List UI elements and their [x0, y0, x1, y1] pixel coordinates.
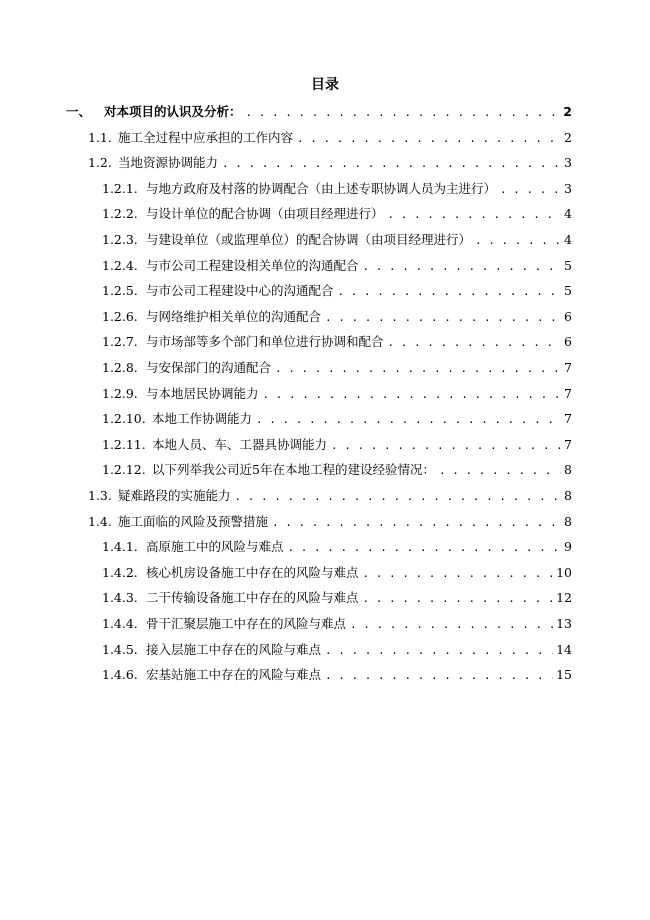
toc-entry-title: 接入层施工中存在的风险与难点	[146, 641, 322, 657]
toc-dot-leader	[246, 104, 561, 122]
toc-entry-number: 1.2.1.	[102, 180, 138, 196]
toc-entry-page-number: 4	[564, 206, 572, 222]
toc-entry-title: 本地人员、车、工器具协调能力	[152, 436, 328, 452]
toc-entry-title: 对本项目的认识及分析：	[104, 104, 242, 119]
toc-entry-number: 1.4.5.	[102, 641, 138, 657]
toc-entry[interactable]	[102, 461, 572, 479]
toc-entry-number: 1.4.4.	[102, 616, 138, 631]
toc-entry-number: 1.4.2.	[102, 564, 138, 580]
toc-entry-title: 本地工作协调能力	[152, 411, 253, 427]
toc-entry[interactable]	[88, 487, 572, 505]
toc-entry-page-number: 8	[564, 462, 572, 478]
toc-entry[interactable]	[102, 205, 572, 223]
toc-entry-number: 1.2.9.	[102, 385, 138, 401]
toc-dot-leader	[439, 462, 561, 480]
toc-entry-number: 1.2.4.	[102, 257, 138, 273]
toc-dot-leader	[338, 283, 561, 301]
toc-entry[interactable]	[102, 564, 572, 582]
toc-dot-leader	[235, 488, 561, 506]
toc-entry[interactable]	[102, 641, 572, 659]
toc-entry-number: 1.2.3.	[102, 232, 138, 247]
toc-entry-number: 1.2.10.	[102, 411, 146, 427]
toc-entry-title: 与市公司工程建设相关单位的沟通配合	[146, 257, 359, 273]
toc-entry-number: 1.2.7.	[102, 334, 138, 350]
toc-entry-title: 与安保部门的沟通配合	[146, 360, 272, 375]
toc-entry-page-number: 5	[564, 257, 572, 273]
toc-entry[interactable]	[102, 410, 572, 428]
toc-entry-title: 与市场部等多个部门和单位进行协调和配合	[146, 334, 384, 350]
toc-dot-leader	[331, 437, 561, 455]
toc-entry-page-number: 2	[564, 129, 572, 145]
toc-entry[interactable]	[88, 513, 572, 531]
toc-entry[interactable]	[102, 666, 572, 684]
toc-entry-page-number: 8	[564, 488, 572, 503]
toc-entry-title: 宏基站施工中存在的风险与难点	[146, 667, 322, 683]
toc-entry[interactable]	[102, 231, 572, 249]
toc-entry-page-number: 15	[556, 667, 572, 683]
toc-entry-title: 核心机房设备施工中存在的风险与难点	[146, 564, 359, 580]
toc-dot-leader	[350, 616, 553, 634]
toc-dot-leader	[256, 411, 561, 429]
toc-entry-number: 1.2.	[88, 155, 112, 171]
toc-entry-number: 1.2.11.	[102, 436, 146, 452]
toc-dot-leader	[297, 130, 561, 148]
toc-dot-leader	[325, 667, 553, 685]
toc-entry-title: 当地资源协调能力	[118, 155, 219, 171]
toc-dot-leader	[275, 360, 561, 378]
toc-dot-leader	[272, 514, 561, 532]
toc-entry[interactable]	[102, 436, 572, 454]
toc-dot-leader	[500, 181, 561, 199]
toc-entry[interactable]	[88, 129, 572, 147]
toc-entry-page-number: 6	[564, 308, 572, 324]
toc-entry-number: 一、	[66, 104, 92, 119]
toc-entry-number: 1.2.12.	[102, 462, 146, 478]
toc-entry[interactable]	[102, 589, 572, 607]
toc-entry-title: 疑难路段的实施能力	[118, 488, 231, 503]
toc-entry-page-number: 7	[564, 360, 572, 375]
toc-entry-number: 1.3.	[88, 488, 112, 503]
toc-entry-page-number: 10	[556, 564, 572, 580]
toc-entry[interactable]	[102, 333, 572, 351]
toc-entry-page-number: 7	[564, 411, 572, 427]
toc-entry-title: 与本地居民协调能力	[146, 385, 259, 401]
toc-entry-title: 与市公司工程建设中心的沟通配合	[146, 283, 334, 299]
toc-entry[interactable]	[66, 103, 572, 121]
toc-entry-number: 1.2.6.	[102, 308, 138, 324]
toc-dot-leader	[363, 590, 554, 608]
toc-entry-title: 与建设单位（或监理单位）的配合协调（由项目经理进行）	[146, 232, 472, 247]
toc-entry-page-number: 7	[564, 385, 572, 401]
toc-entry[interactable]	[102, 359, 572, 377]
toc-entry-page-number: 4	[564, 232, 572, 247]
toc-entry-page-number: 6	[564, 334, 572, 350]
toc-entry-page-number: 13	[556, 616, 572, 631]
toc-entry-page-number: 3	[564, 155, 572, 171]
toc-entry-page-number: 12	[556, 590, 572, 606]
toc-dot-leader	[363, 565, 554, 583]
toc-entry-title: 与设计单位的配合协调（由项目经理进行）	[146, 206, 384, 222]
toc-entry-title: 施工全过程中应承担的工作内容	[118, 129, 294, 145]
toc-dot-leader	[388, 206, 561, 224]
toc-entry-title: 高原施工中的风险与难点	[146, 539, 284, 555]
toc-dot-leader	[222, 155, 561, 173]
toc-entry-number: 1.2.2.	[102, 206, 138, 222]
toc-entry[interactable]	[102, 615, 572, 633]
toc-entry[interactable]	[102, 282, 572, 300]
toc-entry-number: 1.1.	[88, 129, 112, 145]
toc-entry-page-number: 2	[563, 104, 572, 119]
toc-entry[interactable]	[102, 257, 572, 275]
toc-dot-leader	[325, 309, 561, 327]
toc-title: 目录	[311, 77, 339, 93]
toc-entry-page-number: 3	[564, 180, 572, 196]
toc-entry-number: 1.2.8.	[102, 360, 138, 375]
toc-entry[interactable]	[102, 538, 572, 556]
toc-dot-leader	[288, 539, 561, 557]
toc-entry[interactable]	[88, 154, 572, 172]
toc-entry-title: 以下列举我公司近5年在本地工程的建设经验情况：	[152, 462, 435, 478]
toc-entry-title: 二干传输设备施工中存在的风险与难点	[146, 590, 359, 606]
toc-entry-title: 骨干汇聚层施工中存在的风险与难点	[146, 616, 347, 631]
toc-entry-page-number: 8	[564, 513, 572, 529]
toc-entry-page-number: 14	[556, 641, 572, 657]
toc-dot-leader	[363, 258, 561, 276]
toc-dot-leader	[325, 642, 553, 660]
toc-entry-page-number: 7	[564, 436, 572, 452]
toc-entry-number: 1.4.6.	[102, 667, 138, 683]
toc-dot-leader	[263, 386, 561, 404]
toc-entry-number: 1.4.1.	[102, 539, 138, 555]
toc-entry[interactable]	[102, 180, 572, 198]
toc-entry[interactable]	[102, 385, 572, 403]
toc-dot-leader	[388, 334, 561, 352]
toc-entry-title: 施工面临的风险及预警措施	[118, 513, 269, 529]
toc-entry-title: 与网络维护相关单位的沟通配合	[146, 308, 322, 324]
toc-dot-leader	[475, 232, 561, 250]
toc-entry-page-number: 9	[564, 539, 572, 555]
toc-entry[interactable]	[102, 308, 572, 326]
toc-entry-number: 1.2.5.	[102, 283, 138, 299]
toc-entry-page-number: 5	[564, 283, 572, 299]
toc-entry-number: 1.4.	[88, 513, 112, 529]
toc-entry-title: 与地方政府及村落的协调配合（由上述专职协调人员为主进行）	[146, 180, 497, 196]
toc-entry-number: 1.4.3.	[102, 590, 138, 606]
